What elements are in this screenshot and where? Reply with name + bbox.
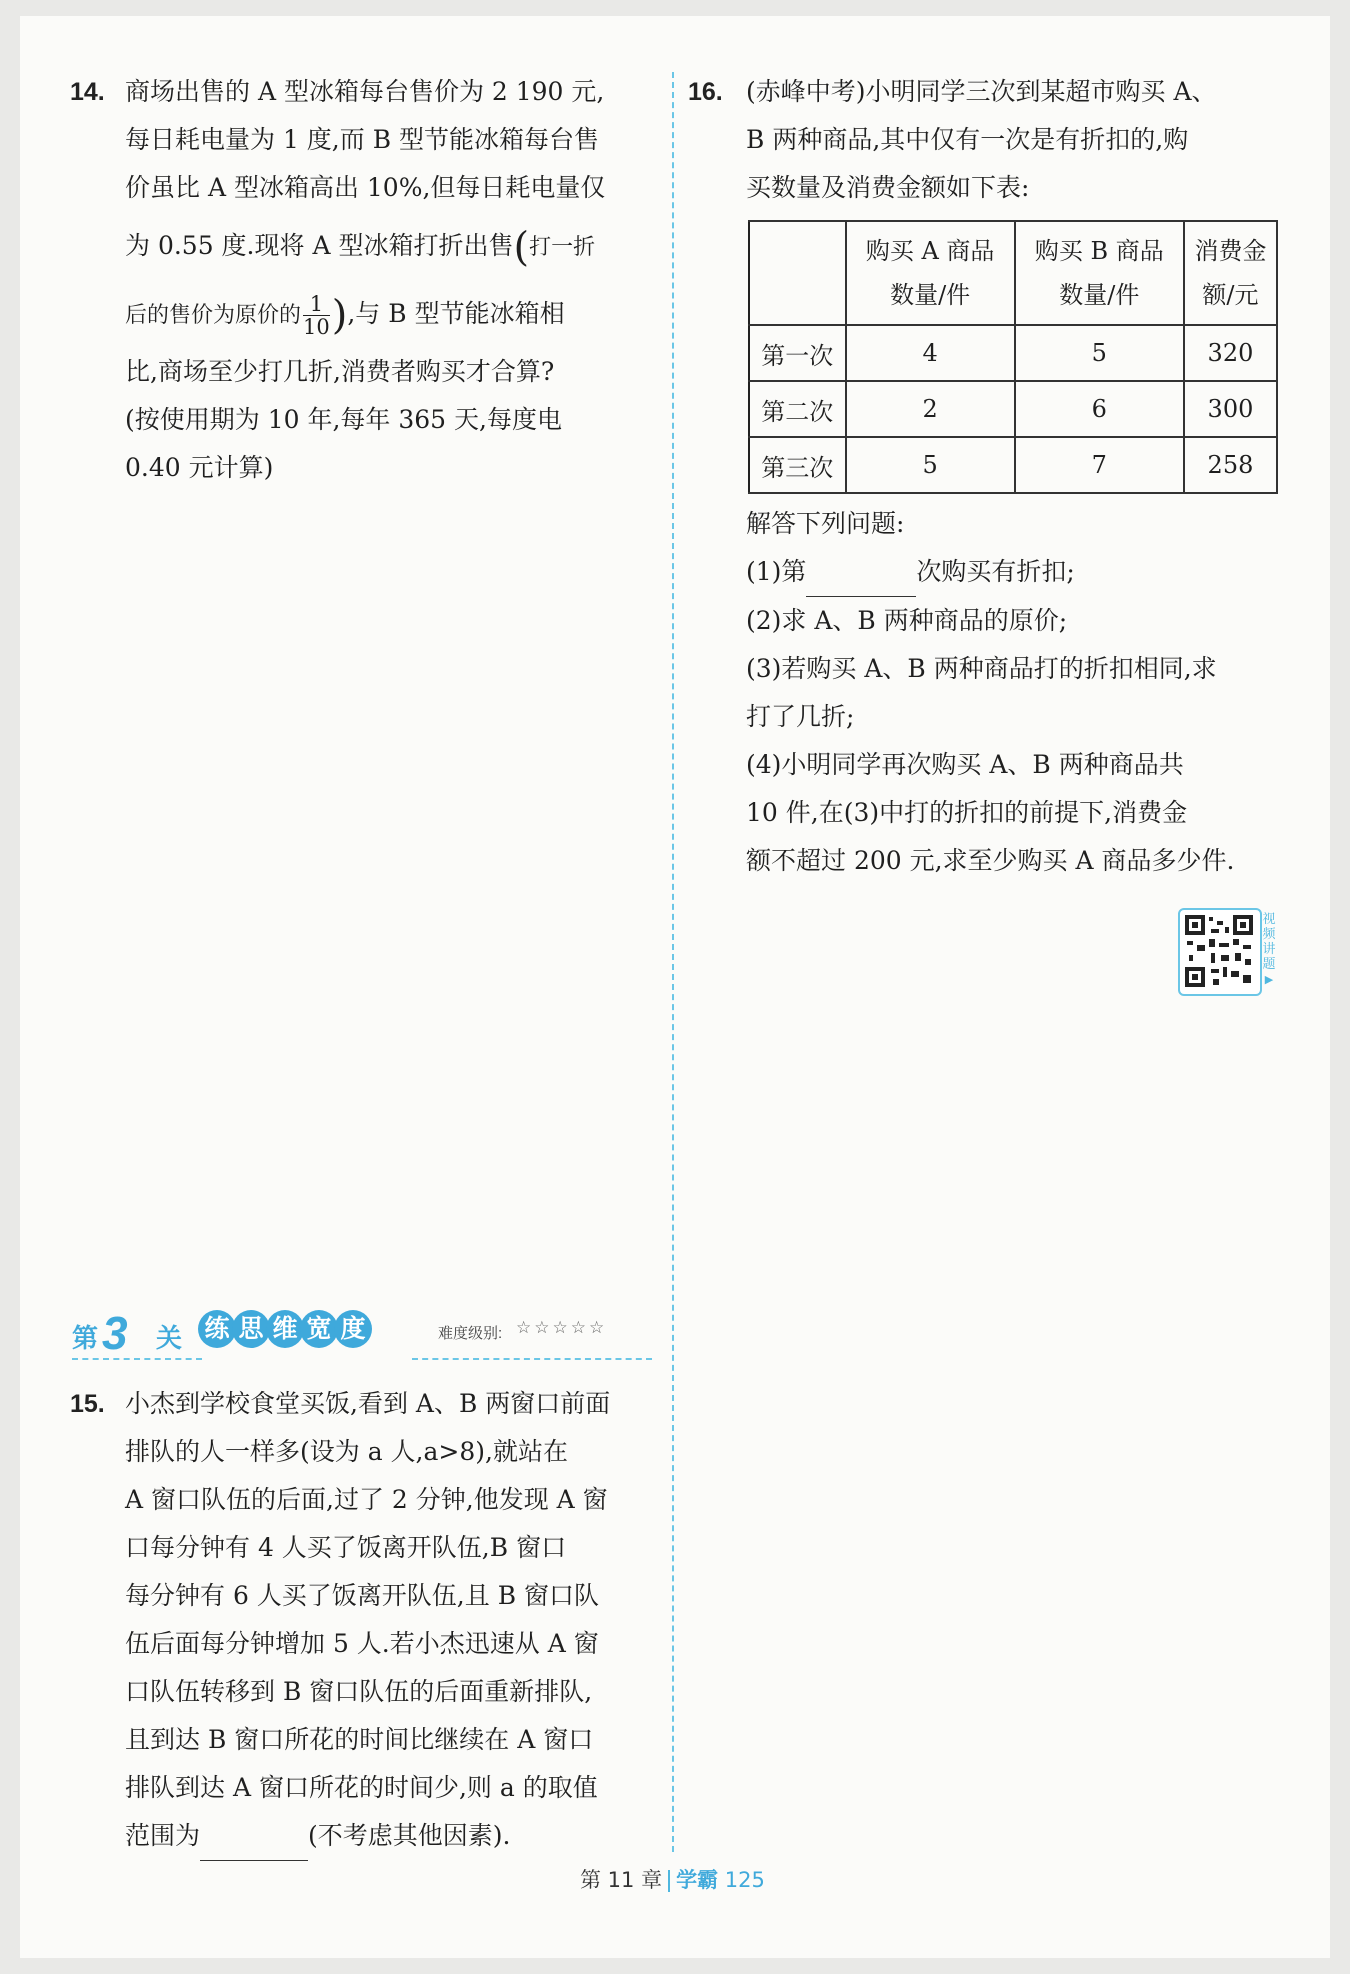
text-line: 且到达 B 窗口所花的时间比继续在 A 窗口: [125, 1725, 594, 1754]
text-line: 商场出售的 A 型冰箱每台售价为 2 190 元,: [125, 77, 605, 106]
text-line: 排队的人一样多(设为 a 人,a>8),就站在: [125, 1437, 568, 1466]
question-number: 15.: [70, 1390, 105, 1418]
header-text: 消费金: [1194, 237, 1267, 265]
text-line: 打了几折;: [746, 702, 855, 731]
text-line: 解答下列问题:: [746, 509, 905, 538]
page-number: 125: [724, 1868, 765, 1892]
question-16: [688, 68, 1298, 212]
difficulty-stars: ☆☆☆☆☆: [516, 1318, 608, 1337]
text-line: (4)小明同学再次购买 A、B 两种商品共: [746, 750, 1184, 779]
table-cell: 300: [1184, 381, 1277, 437]
difficulty-label: 难度级别:: [438, 1325, 503, 1342]
header-text: 数量/件: [1059, 281, 1140, 309]
text-line: 比,商场至少打几折,消费者购买才合算?: [125, 357, 555, 386]
table-cell: 6: [1015, 381, 1184, 437]
text-line: 小杰到学校食堂买饭,看到 A、B 两窗口前面: [125, 1389, 611, 1418]
divider-line: [412, 1358, 652, 1360]
table-row: [749, 325, 1277, 381]
chapter-label: 第 11 章: [580, 1868, 663, 1892]
text-line: 为 0.55 度.现将 A 型冰箱打折出售(打一折: [125, 224, 596, 271]
answer-blank[interactable]: [806, 548, 916, 597]
text-line: [125, 1812, 670, 1861]
brand-label: 学霸: [676, 1868, 719, 1892]
question-14: [70, 68, 670, 492]
text-line: 口每分钟有 4 人买了饭离开队伍,B 窗口: [125, 1533, 567, 1562]
section-title-char: 维: [266, 1310, 304, 1348]
table-cell: 7: [1015, 437, 1184, 493]
answer-blank[interactable]: [200, 1812, 308, 1861]
section-header: [72, 1306, 672, 1366]
table-cell: 258: [1184, 437, 1277, 493]
table-cell: 第一次: [749, 325, 846, 381]
text-line: 价虽比 A 型冰箱高出 10%,但每日耗电量仅: [125, 173, 606, 202]
text-line: 后的售价为原价的 $\frac{1}{10}$ ),与 B 型节能冰箱相: [125, 292, 565, 339]
text-span: 打一折: [529, 235, 596, 260]
text-line: (按使用期为 10 年,每年 365 天,每度电: [125, 405, 562, 434]
table-row: [749, 437, 1277, 493]
table-cell: 第三次: [749, 437, 846, 493]
text-span: 次购买有折扣;: [916, 557, 1075, 586]
table-cell: 5: [1015, 325, 1184, 381]
page: [20, 16, 1330, 1958]
fraction: [303, 293, 330, 338]
qr-label-char: 讲: [1262, 942, 1276, 957]
qr-label: [1260, 912, 1278, 987]
text-line: 额不超过 200 元,求至少购买 A 商品多少件.: [746, 846, 1235, 875]
section-number: 3: [102, 1307, 128, 1359]
table-header-cell: [846, 221, 1015, 325]
header-text: 购买 A 商品: [865, 237, 995, 265]
text-line: 每分钟有 6 人买了饭离开队伍,且 B 窗口队: [125, 1581, 600, 1610]
text-span: 后的售价为原价的: [125, 303, 302, 328]
question-number: 16.: [688, 78, 723, 106]
table-cell: 5: [846, 437, 1015, 493]
fraction-denominator: 10: [303, 315, 330, 339]
text-line: A 窗口队伍的后面,过了 2 分钟,他发现 A 窗: [125, 1485, 608, 1514]
header-text: 额/元: [1202, 281, 1259, 309]
section-title-char: 宽: [300, 1310, 338, 1348]
text-line: 伍后面每分钟增加 5 人.若小杰迅速从 A 窗: [125, 1629, 599, 1658]
table-header-row: [749, 221, 1277, 325]
section-suffix: 关: [156, 1323, 183, 1353]
table-header-cell: [1015, 221, 1184, 325]
text-line: (2)求 A、B 两种商品的原价;: [746, 606, 1068, 635]
section-title-char: 练: [198, 1310, 236, 1348]
header-text: 数量/件: [890, 281, 971, 309]
table-cell: 第二次: [749, 381, 846, 437]
header-text: 购买 B 商品: [1034, 237, 1164, 265]
qr-code[interactable]: [1178, 908, 1262, 996]
text-line: 10 件,在(3)中打的折扣的前提下,消费金: [746, 798, 1188, 827]
page-footer: [580, 1864, 765, 1894]
text-line: [746, 548, 1306, 597]
table-header-cell: [1184, 221, 1277, 325]
table-header-cell: [749, 221, 846, 325]
divider-line: [72, 1358, 202, 1360]
text-line: (3)若购买 A、B 两种商品打的折扣相同,求: [746, 654, 1217, 683]
text-line: 口队伍转移到 B 窗口队伍的后面重新排队,: [125, 1677, 593, 1706]
text-line: (赤峰中考)小明同学三次到某超市购买 A、: [746, 77, 1217, 106]
question-number: 14.: [70, 78, 105, 106]
question-15: [70, 1380, 670, 1861]
table-cell: 4: [846, 325, 1015, 381]
qr-label-char: 频: [1262, 927, 1276, 942]
text-span: (1)第: [746, 557, 807, 586]
section-prefix: 第: [72, 1323, 99, 1353]
text-span: 范围为: [125, 1821, 201, 1850]
table-cell: 320: [1184, 325, 1277, 381]
text-line: 每日耗电量为 1 度,而 B 型节能冰箱每台售: [125, 125, 600, 154]
text-span: ,与 B 型节能冰箱相: [347, 299, 565, 328]
purchase-table: [748, 220, 1278, 494]
question-16-parts: [746, 500, 1306, 885]
column-divider: [672, 72, 674, 1852]
text-line: 排队到达 A 窗口所花的时间少,则 a 的取值: [125, 1773, 598, 1802]
qr-code-icon: [1185, 915, 1253, 987]
table-row: [749, 381, 1277, 437]
text-line: B 两种商品,其中仅有一次是有折扣的,购: [746, 125, 1189, 154]
text-span: (不考虑其他因素).: [308, 1821, 511, 1850]
qr-label-char: 题: [1262, 957, 1276, 972]
footer-separator: [668, 1870, 670, 1892]
play-icon: ▶: [1264, 973, 1274, 986]
text-line: 0.40 元计算): [125, 453, 274, 482]
table-cell: 2: [846, 381, 1015, 437]
section-title-char: 思: [232, 1310, 270, 1348]
qr-label-char: 视: [1262, 912, 1276, 927]
fraction-numerator: 1: [303, 293, 330, 316]
text-line: 买数量及消费金额如下表:: [746, 173, 1030, 202]
text-span: 为 0.55 度.现将 A 型冰箱打折出售: [125, 231, 514, 260]
section-title-char: 度: [334, 1310, 372, 1348]
